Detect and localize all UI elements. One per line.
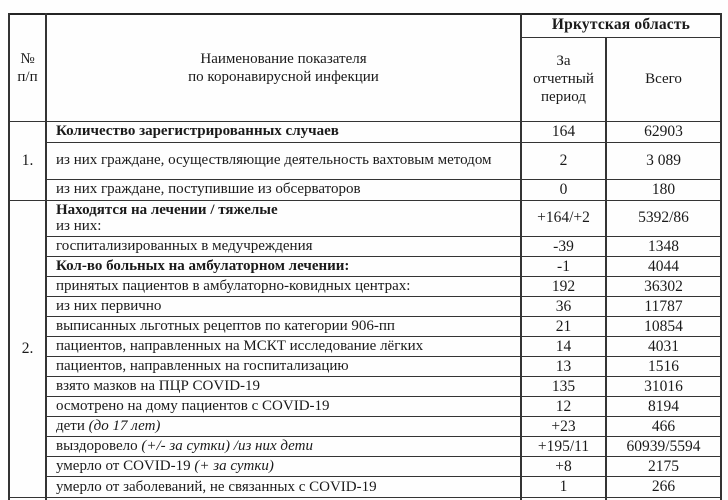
table-row — [9, 457, 721, 477]
period-value: 1 — [521, 477, 606, 498]
total-value: 10854 — [606, 317, 721, 337]
indicator-label: дети (до 17 лет) — [46, 417, 521, 437]
indicator-label: пациентов, направленных на МСКТ исследование лёгких — [46, 337, 521, 357]
table-row — [9, 377, 721, 397]
table-row — [9, 477, 721, 498]
total-value: 466 — [606, 417, 721, 437]
table-row — [9, 337, 721, 357]
indicator-label: взято мазков на ПЦР COVID-19 — [46, 377, 521, 397]
period-value: -39 — [521, 237, 606, 257]
header-total-column: Всего — [606, 37, 721, 121]
section-number-1: 1. — [9, 121, 46, 200]
total-value: 266 — [606, 477, 721, 498]
header-number-line2: п/п — [17, 68, 38, 85]
indicator-label: выписанных льготных рецептов по категории 906-пп — [46, 317, 521, 337]
period-value: -1 — [521, 257, 606, 277]
header-indicator-line1: Наименование показателя — [200, 50, 367, 67]
total-value: 62903 — [606, 121, 721, 142]
period-value: 13 — [521, 357, 606, 377]
table-row — [9, 257, 721, 277]
period-value: +164/+2 — [521, 200, 606, 237]
header-region-title: Иркутская область — [521, 14, 721, 37]
period-value: 164 — [521, 121, 606, 142]
table-row — [9, 277, 721, 297]
indicator-label: Кол-во больных на амбулаторном лечении: — [46, 257, 521, 277]
period-value: 12 — [521, 397, 606, 417]
indicator-label: Находятся на лечении / тяжелые из них: — [46, 200, 521, 237]
table-row — [9, 437, 721, 457]
table-row — [9, 297, 721, 317]
indicator-label: умерло от заболеваний, не связанных с COVID-19 — [46, 477, 521, 498]
header-indicator-column — [46, 14, 521, 121]
table-row — [9, 357, 721, 377]
total-value: 2175 — [606, 457, 721, 477]
total-value: 1516 — [606, 357, 721, 377]
total-value: 11787 — [606, 297, 721, 317]
section-number-2: 2. — [9, 200, 46, 498]
total-value: 60939/5594 — [606, 437, 721, 457]
indicator-label: выздоровело (+/- за сутки) /из них дети — [46, 437, 521, 457]
header-indicator-line2: по коронавирусной инфекции — [188, 68, 379, 85]
period-value: 0 — [521, 179, 606, 200]
header-number-column — [9, 14, 46, 121]
total-value: 3 089 — [606, 142, 721, 179]
period-value: 135 — [521, 377, 606, 397]
total-value: 1348 — [606, 237, 721, 257]
indicator-label: осмотрено на дому пациентов с COVID-19 — [46, 397, 521, 417]
period-value: +8 — [521, 457, 606, 477]
period-value: +23 — [521, 417, 606, 437]
period-value: +195/11 — [521, 437, 606, 457]
period-value: 2 — [521, 142, 606, 179]
indicator-label: госпитализированных в медучреждения — [46, 237, 521, 257]
covid-statistics-table — [8, 13, 722, 500]
total-value: 36302 — [606, 277, 721, 297]
period-value: 14 — [521, 337, 606, 357]
indicator-label: принятых пациентов в амбулаторно-ковидных центрах: — [46, 277, 521, 297]
table-row — [9, 317, 721, 337]
table-row — [9, 237, 721, 257]
total-value: 180 — [606, 179, 721, 200]
table-row — [9, 417, 721, 437]
indicator-label: умерло от COVID-19 (+ за сутки) — [46, 457, 521, 477]
indicator-label: Количество зарегистрированных случаев — [46, 121, 521, 142]
indicator-label: пациентов, направленных на госпитализацию — [46, 357, 521, 377]
table-row — [9, 397, 721, 417]
table-row — [9, 121, 721, 142]
indicator-label: из них первично — [46, 297, 521, 317]
total-value: 8194 — [606, 397, 721, 417]
table-row — [9, 179, 721, 200]
total-value: 5392/86 — [606, 200, 721, 237]
period-value: 192 — [521, 277, 606, 297]
total-value: 4031 — [606, 337, 721, 357]
total-value: 4044 — [606, 257, 721, 277]
header-number-line1: № — [20, 50, 35, 67]
indicator-label: из них граждане, осуществляющие деятельность вахтовым методом — [46, 142, 521, 179]
period-value: 21 — [521, 317, 606, 337]
total-value: 31016 — [606, 377, 721, 397]
table-row — [9, 200, 721, 237]
period-value: 36 — [521, 297, 606, 317]
indicator-label: из них граждане, поступившие из обсерваторов — [46, 179, 521, 200]
header-period-column: За отчетный период — [521, 37, 606, 121]
table-row — [9, 142, 721, 179]
